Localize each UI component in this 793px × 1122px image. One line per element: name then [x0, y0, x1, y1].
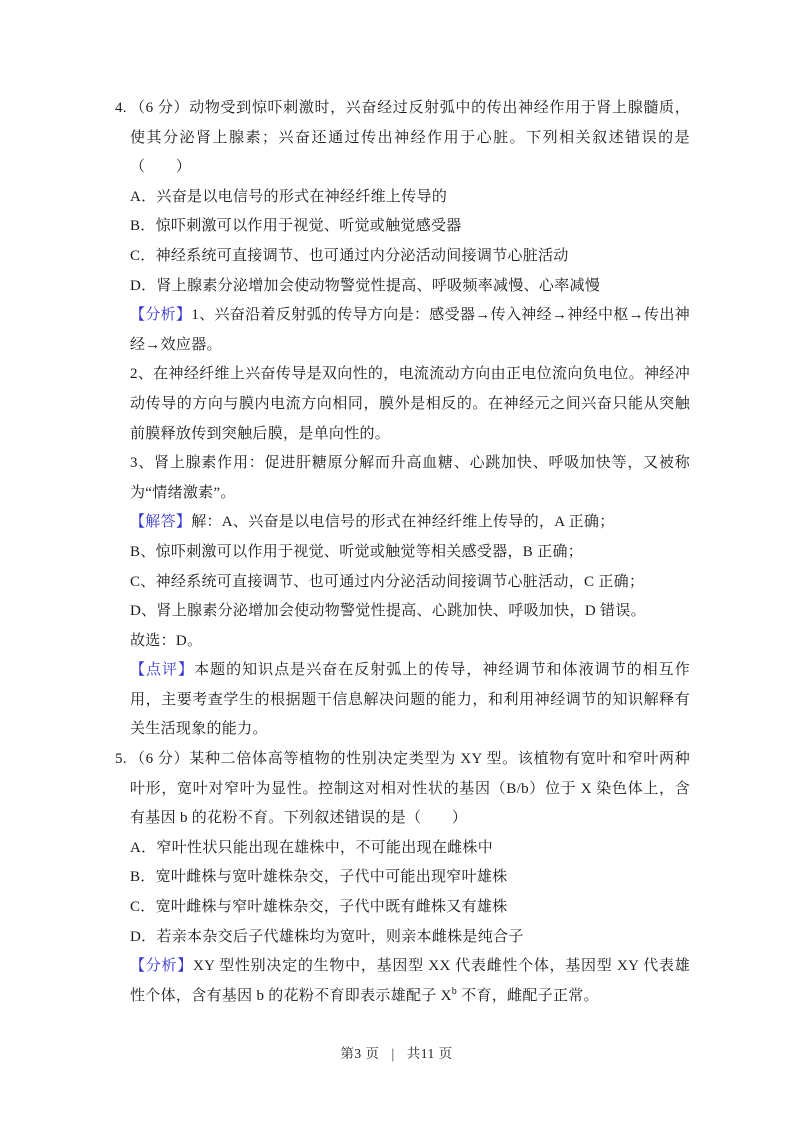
- question-5-option-d: D．若亲本杂交后子代雄株均为宽叶，则亲本雌株是纯合子: [130, 928, 524, 945]
- question-4-comment: [130, 656, 690, 745]
- question-5-number: 5.: [115, 751, 127, 768]
- question-5-analysis: [130, 952, 690, 1011]
- analysis-text-1: 1、兴奋沿着反射弧的传导方向是：感受器→传入神经→神经中枢→传出神经→效应器。: [130, 307, 690, 353]
- question-4-answer-conclusion: 故选：D。: [130, 632, 203, 649]
- answer-label: 【解答】: [130, 514, 192, 531]
- question-4-option-a: A．兴奋是以电信号的形式在神经纤维上传导的: [130, 188, 448, 205]
- page-total: 共11 页: [406, 1046, 453, 1061]
- analysis-text-after-sup: 不育，雌配子正常。: [457, 987, 599, 1004]
- answer-text-a: 解：A、兴奋是以电信号的形式在神经纤维上传导的，A 正确；: [191, 514, 615, 531]
- question-4-stem: [115, 94, 690, 183]
- question-4-option-b: B．惊吓刺激可以作用于视觉、听觉或触觉感受器: [130, 218, 462, 235]
- question-4-option-c: C．神经系统可直接调节、也可通过内分泌活动间接调节心脏活动: [130, 247, 569, 264]
- analysis-label: 【分析】: [130, 307, 192, 324]
- question-4-analysis-p2: 2、在神经纤维上兴奋传导是双向性的，电流流动方向由正电位流向负电位。神经冲动传导的方向与膜内电流方向相同，膜外是相反的。在神经元之间兴奋只能从突触前膜释放传到突触后膜，是单向性的。: [130, 366, 690, 442]
- footer-separator: |: [391, 1045, 395, 1062]
- question-4-answer-p1: [130, 508, 690, 538]
- comment-text: 本题的知识点是兴奋在反射弧上的传导，神经调节和体液调节的相互作用，主要考查学生的根据题干信息解决问题的能力，和利用神经调节的知识解释有关生活现象的能力。: [130, 662, 691, 738]
- question-4-stem-text: （6 分）动物受到惊吓刺激时，兴奋经过反射弧中的传出神经作用于肾上腺髓质，使其分泌肾上腺素；兴奋还通过传出神经作用于心脏。下列相关叙述错误的是（ ）: [130, 100, 690, 176]
- question-5-option-c: C．宽叶雌株与窄叶雄株杂交，子代中既有雌株又有雄株: [130, 899, 508, 916]
- analysis-text-before-sup: XY 型性别决定的生物中，基因型 XX 代表雌性个体，基因型 XY 代表雄性个体，含有基因 b 的花粉不育即表示雄配子 X: [130, 958, 691, 1004]
- question-4-answer-p2: B、惊吓刺激可以作用于视觉、听觉或触觉等相关感受器，B 正确；: [130, 543, 584, 560]
- question-5-option-b: B．宽叶雌株与宽叶雄株杂交，子代中可能出现窄叶雄株: [130, 869, 508, 886]
- question-4-answer-p4: D、肾上腺素分泌增加会使动物警觉性提高、心跳加快、呼吸加快，D 错误。: [130, 603, 646, 620]
- page-number: 第3 页: [340, 1046, 380, 1061]
- question-4-analysis-p1: [130, 301, 690, 360]
- question-4-answer-p3: C、神经系统可直接调节、也可通过内分泌活动间接调节心脏活动，C 正确；: [130, 573, 645, 590]
- comment-label: 【点评】: [130, 662, 195, 679]
- question-4-option-d: D．肾上腺素分泌增加会使动物警觉性提高、呼吸频率减慢、心率减慢: [130, 277, 601, 294]
- question-4-number: 4.: [115, 100, 127, 116]
- question-5-option-a: A．窄叶性状只能出现在雄株中，不可能出现在雌株中: [130, 839, 494, 856]
- analysis-label: 【分析】: [130, 958, 193, 975]
- superscript-b: b: [451, 985, 458, 997]
- question-5-stem: [115, 745, 690, 834]
- page-footer: [0, 1042, 793, 1062]
- question-5-stem-text: （6 分）某种二倍体高等植物的性别决定类型为 XY 型。该植物有宽叶和窄叶两种叶形，宽叶对窄叶为显性。控制这对相对性状的基因（B/b）位于 X 染色体上，含有基因 b 的花粉不育。下列叙述错误的是（ ）: [130, 751, 690, 827]
- question-4-analysis-p3: 3、肾上腺素作用：促进肝糖原分解而升高血糖、心跳加快、呼吸加快等，又被称为“情绪激素”。: [130, 455, 690, 501]
